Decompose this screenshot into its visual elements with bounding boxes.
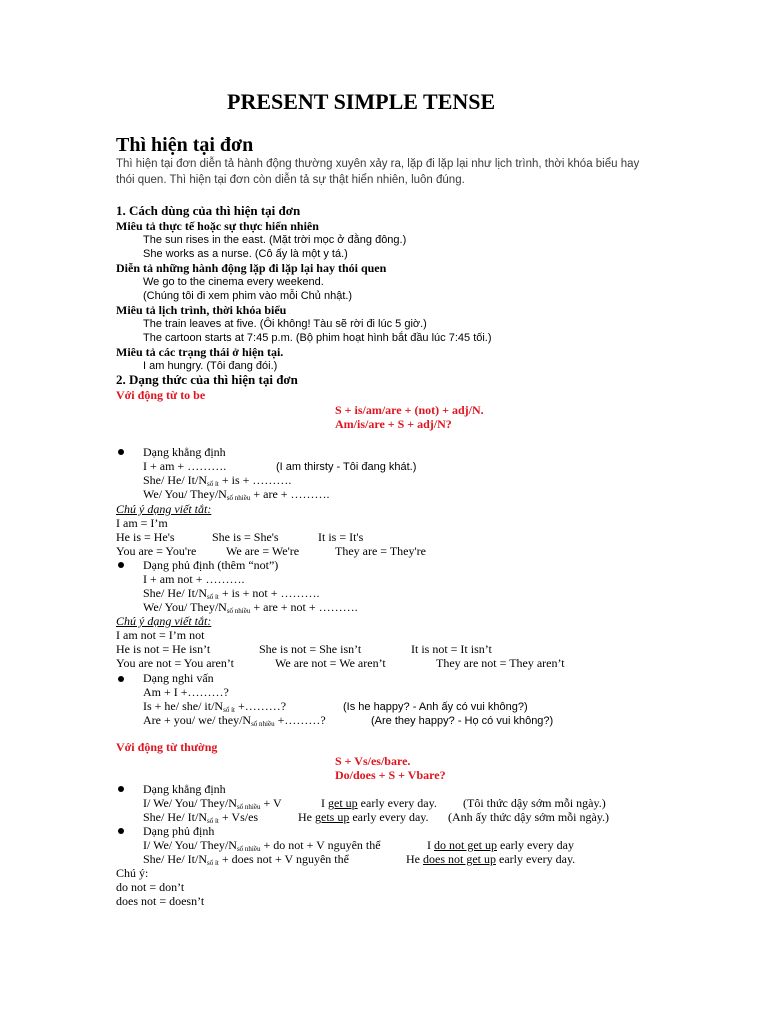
neg-label: Dạng phủ định (thêm “not”): [143, 558, 279, 572]
question-subject: Is + he/ she/ it/N: [143, 699, 224, 713]
verb-formula-2: Do/does + S + Vbare?: [335, 768, 446, 782]
v-neg-label: Dạng phủ định: [143, 824, 215, 838]
neg-line-1: I + am not + ……….: [143, 572, 245, 586]
use3-example-2: The cartoon starts at 7:45 p.m. (Bộ phim hoạt hình bắt đầu lúc 7:45 tối.): [143, 332, 492, 344]
abbrev-3a: You are = You're: [116, 544, 197, 558]
neg-verb: + is + not + ……….: [218, 586, 320, 600]
tobe-formula-1: S + is/am/are + (not) + adj/N.: [335, 403, 484, 417]
v-example-post: early every day.: [357, 796, 437, 810]
sub-so-it: số ít: [207, 817, 219, 825]
v-example-verb: do not get up: [434, 838, 497, 852]
sub-so-it: số ít: [223, 706, 235, 714]
affirm-line-1a: I + am + ……….: [143, 459, 227, 473]
affirm-verb: + is + ……….: [218, 473, 292, 487]
neg-line-3: [143, 600, 358, 614]
question-example-1: (Is he happy? - Anh ấy có vui không?): [343, 701, 528, 713]
use1-heading: Miêu tả thực tế hoặc sự thực hiển nhiên: [116, 219, 319, 233]
v-neg-line-2: [143, 852, 349, 866]
section1-title: 1. Cách dùng của thì hiện tại đơn: [116, 203, 301, 218]
v-example-verb: does not get up: [423, 852, 496, 866]
v-affirm-verb: + V: [260, 796, 282, 810]
verb-label: Với động từ thường: [116, 740, 218, 754]
v-affirm-translation-1: (Tôi thức dậy sớm mỗi ngày.): [463, 796, 606, 810]
abbrev-2b: She is = She's: [212, 530, 279, 544]
affirm-label: Dạng khẳng định: [143, 445, 226, 459]
neg-verb: + are + not + ……….: [250, 600, 358, 614]
sub-so-nhieu: số nhiều: [226, 607, 251, 615]
v-affirm-subject: I/ We/ You/ They/N: [143, 796, 237, 810]
v-example-post: early every day: [497, 838, 574, 852]
intro-line-1: Thì hiện tại đơn diễn tả hành động thường xuyên xảy ra, lặp đi lặp lại như lịch trình, thời khóa biểu hay: [116, 158, 640, 170]
abbrev-3c: They are = They're: [335, 544, 426, 558]
neg-abbrev-1: I am not = I’m not: [116, 628, 205, 642]
v-note-1: do not = don’t: [116, 880, 185, 894]
v-note-label: Chú ý:: [116, 866, 149, 880]
sub-so-it: số ít: [207, 593, 219, 601]
v-example-pre: He: [406, 852, 423, 866]
v-affirm-line-2: [143, 810, 258, 824]
bullet-icon: [118, 449, 124, 455]
abbrev-3b: We are = We're: [226, 544, 300, 558]
sub-so-nhieu: số nhiều: [251, 720, 275, 728]
v-affirm-label: Dạng khẳng định: [143, 782, 226, 796]
affirm-line-1b: (I am thirsty - Tôi đang khát.): [276, 461, 417, 473]
abbrev-1: I am = I’m: [116, 516, 168, 530]
v-neg-verb: + do not + V nguyên thể: [260, 838, 381, 852]
question-end: +………?: [274, 713, 326, 727]
section2-title: 2. Dạng thức của thì hiện tại đơn: [116, 372, 298, 387]
v-example-verb: get up: [328, 796, 358, 810]
v-neg-example-1: [427, 838, 574, 852]
use3-example-1: The train leaves at five. (Ôi không! Tàu sẽ rời đi lúc 5 giờ.): [143, 318, 427, 330]
question-example-2: (Are they happy? - Họ có vui không?): [371, 715, 554, 727]
neg-abbrev-2a: He is not = He isn’t: [116, 642, 211, 656]
sub-so-nhieu: số nhiều: [226, 494, 251, 502]
affirm-line-3: [143, 487, 330, 501]
affirm-subject: She/ He/ It/N: [143, 473, 207, 487]
v-neg-subject: She/ He/ It/N: [143, 852, 207, 866]
abbrev-2c: It is = It's: [318, 530, 364, 544]
affirm-subject: We/ You/ They/N: [143, 487, 227, 501]
bullet-icon: [118, 676, 124, 682]
use2-heading: Diễn tả những hành động lặp đi lặp lại hay thói quen: [116, 261, 387, 275]
v-neg-example-2: [406, 852, 575, 866]
question-line-1: Am + I +………?: [143, 685, 229, 699]
v-affirm-translation-2: (Anh ấy thức dậy sớm mỗi ngày.): [448, 810, 610, 824]
v-neg-verb: + does not + V nguyên thể: [218, 852, 349, 866]
neg-subject: We/ You/ They/N: [143, 600, 227, 614]
bullet-icon: [118, 786, 124, 792]
bullet-icon: [118, 828, 124, 834]
v-affirm-verb: + Vs/es: [218, 810, 259, 824]
v-example-verb: gets up: [315, 810, 350, 824]
v-affirm-subject: She/ He/ It/N: [143, 810, 207, 824]
v-example-pre: I: [321, 796, 328, 810]
use4-heading: Miêu tả các trạng thái ở hiện tại.: [116, 345, 284, 359]
question-line-2: [143, 699, 286, 713]
sub-so-it: số ít: [207, 859, 219, 867]
use4-example-1: I am hungry. (Tôi đang đói.): [143, 360, 278, 372]
use1-example-1: The sun rises in the east. (Mặt trời mọc ở đằng đông.): [143, 234, 407, 246]
verb-formula-1: S + Vs/es/bare.: [335, 754, 411, 768]
section-heading: Thì hiện tại đơn: [116, 134, 254, 156]
use2-example-1: We go to the cinema every weekend.: [143, 276, 324, 288]
intro-line-2: thói quen. Thì hiện tại đơn còn diễn tả sự thật hiển nhiên, luôn đúng.: [116, 174, 465, 186]
affirm-verb: + are + ……….: [250, 487, 330, 501]
v-example-pre: He: [298, 810, 315, 824]
neg-abbrev-2c: It is not = It isn’t: [411, 642, 492, 656]
tobe-formula-2: Am/is/are + S + adj/N?: [335, 417, 452, 431]
neg-abbrev-3a: You are not = You aren’t: [116, 656, 234, 670]
v-example-post: early every day.: [349, 810, 429, 824]
v-affirm-line-1: [143, 796, 282, 810]
question-subject: Are + you/ we/ they/N: [143, 713, 252, 727]
question-label: Dạng nghi vấn: [143, 671, 214, 685]
question-end: +………?: [234, 699, 287, 713]
sub-so-nhieu: số nhiều: [236, 845, 261, 853]
v-neg-subject: I/ We/ You/ They/N: [143, 838, 237, 852]
abbrev-note-label: Chú ý dạng viết tắt:: [116, 502, 212, 516]
neg-abbrev-2b: She is not = She isn’t: [259, 642, 362, 656]
v-affirm-example-2: [298, 810, 429, 824]
use2-example-2: (Chúng tôi đi xem phim vào mỗi Chủ nhật.): [143, 290, 353, 302]
page-title: PRESENT SIMPLE TENSE: [227, 89, 496, 114]
sub-so-it: số ít: [207, 480, 219, 488]
v-neg-line-1: [143, 838, 381, 852]
bullet-icon: [118, 562, 124, 568]
neg-abbrev-3b: We are not = We aren’t: [275, 656, 386, 670]
v-example-pre: I: [427, 838, 434, 852]
v-affirm-example-1: [321, 796, 437, 810]
abbrev-note2-label: Chú ý dạng viết tắt:: [116, 614, 212, 628]
affirm-line-2: [143, 473, 291, 487]
neg-abbrev-3c: They are not = They aren’t: [436, 656, 565, 670]
tobe-label: Với động từ to be: [116, 388, 206, 402]
v-example-post: early every day.: [496, 852, 576, 866]
question-line-3: [143, 713, 326, 727]
abbrev-2a: He is = He's: [116, 530, 175, 544]
use1-example-2: She works as a nurse. (Cô ấy là một y tá.): [143, 248, 348, 260]
neg-subject: She/ He/ It/N: [143, 586, 207, 600]
sub-so-nhieu: số nhiều: [236, 803, 261, 811]
use3-heading: Miêu tả lịch trình, thời khóa biểu: [116, 303, 287, 317]
v-note-2: does not = doesn’t: [116, 894, 205, 908]
neg-line-2: [143, 586, 320, 600]
